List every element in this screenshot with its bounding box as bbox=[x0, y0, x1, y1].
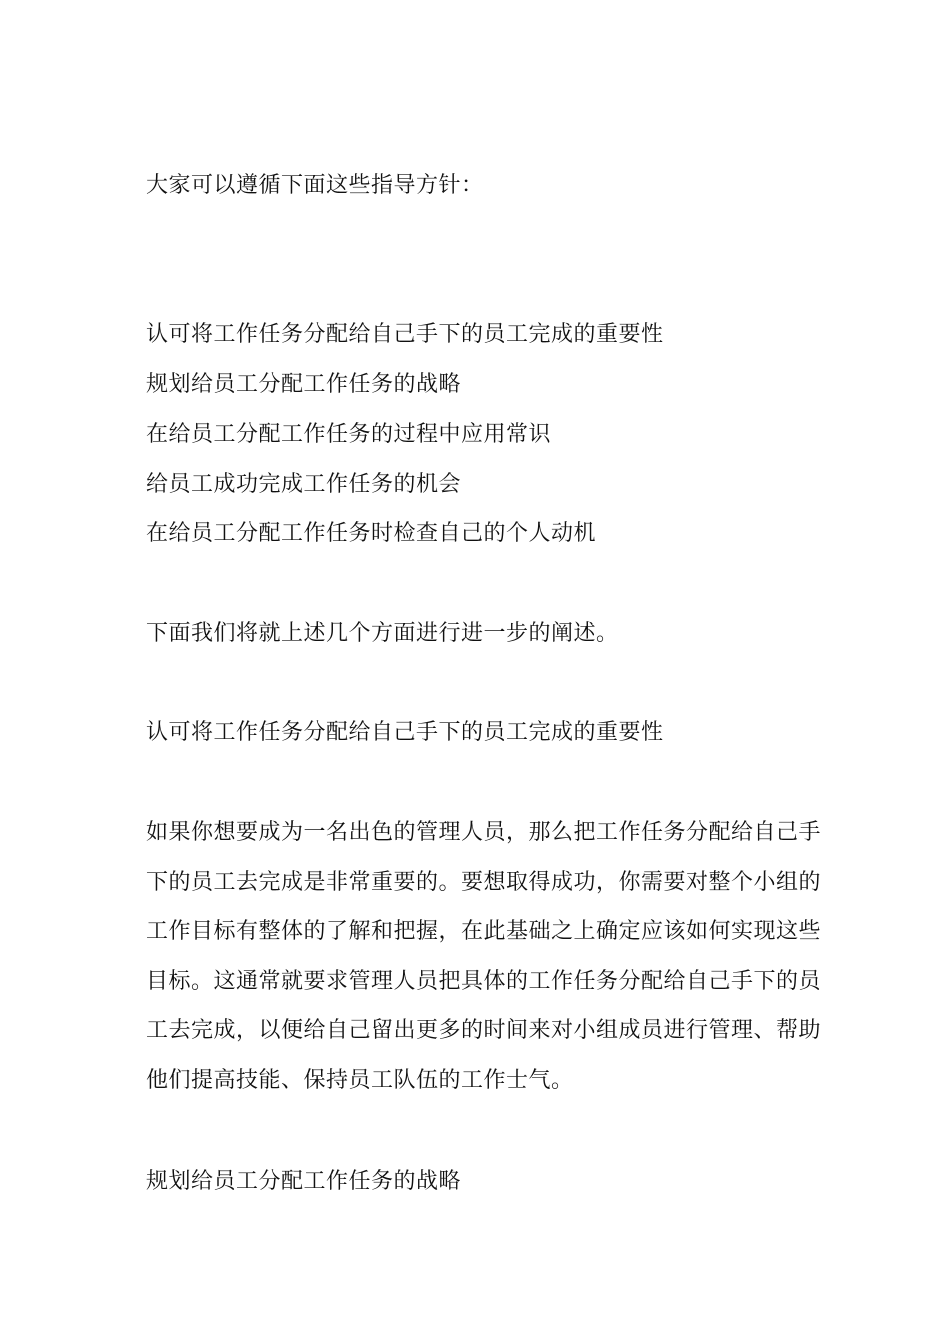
guideline-item: 认可将工作任务分配给自己手下的员工完成的重要性 bbox=[146, 322, 664, 347]
transition-text: 下面我们将就上述几个方面进行进一步的阐述。 bbox=[146, 621, 619, 646]
guideline-item: 规划给员工分配工作任务的战略 bbox=[146, 372, 462, 397]
section-heading-strategy: 规划给员工分配工作任务的战略 bbox=[146, 1169, 462, 1194]
paragraph-line: 他们提高技能、保持员工队伍的工作士气。 bbox=[146, 1067, 574, 1093]
paragraph-line: 目标。这通常就要求管理人员把具体的工作任务分配给自己手下的员 bbox=[146, 968, 822, 994]
guideline-item: 给员工成功完成工作任务的机会 bbox=[146, 472, 462, 497]
paragraph-line: 下的员工去完成是非常重要的。要想取得成功，你需要对整个小组的 bbox=[146, 869, 822, 895]
guideline-item: 在给员工分配工作任务的过程中应用常识 bbox=[146, 422, 552, 447]
paragraph-line: 如果你想要成为一名出色的管理人员，那么把工作任务分配给自己手 bbox=[146, 820, 822, 845]
section-heading-importance: 认可将工作任务分配给自己手下的员工完成的重要性 bbox=[146, 720, 664, 745]
section-body-importance bbox=[146, 808, 822, 1105]
guideline-item: 在给员工分配工作任务时检查自己的个人动机 bbox=[146, 521, 597, 546]
intro-text: 大家可以遵循下面这些指导方针： bbox=[146, 173, 484, 198]
paragraph-line: 工去完成，以便给自己留出更多的时间来对小组成员进行管理、帮助 bbox=[146, 1018, 822, 1043]
paragraph-line: 工作目标有整体的了解和把握，在此基础之上确定应该如何实现这些 bbox=[146, 919, 822, 944]
